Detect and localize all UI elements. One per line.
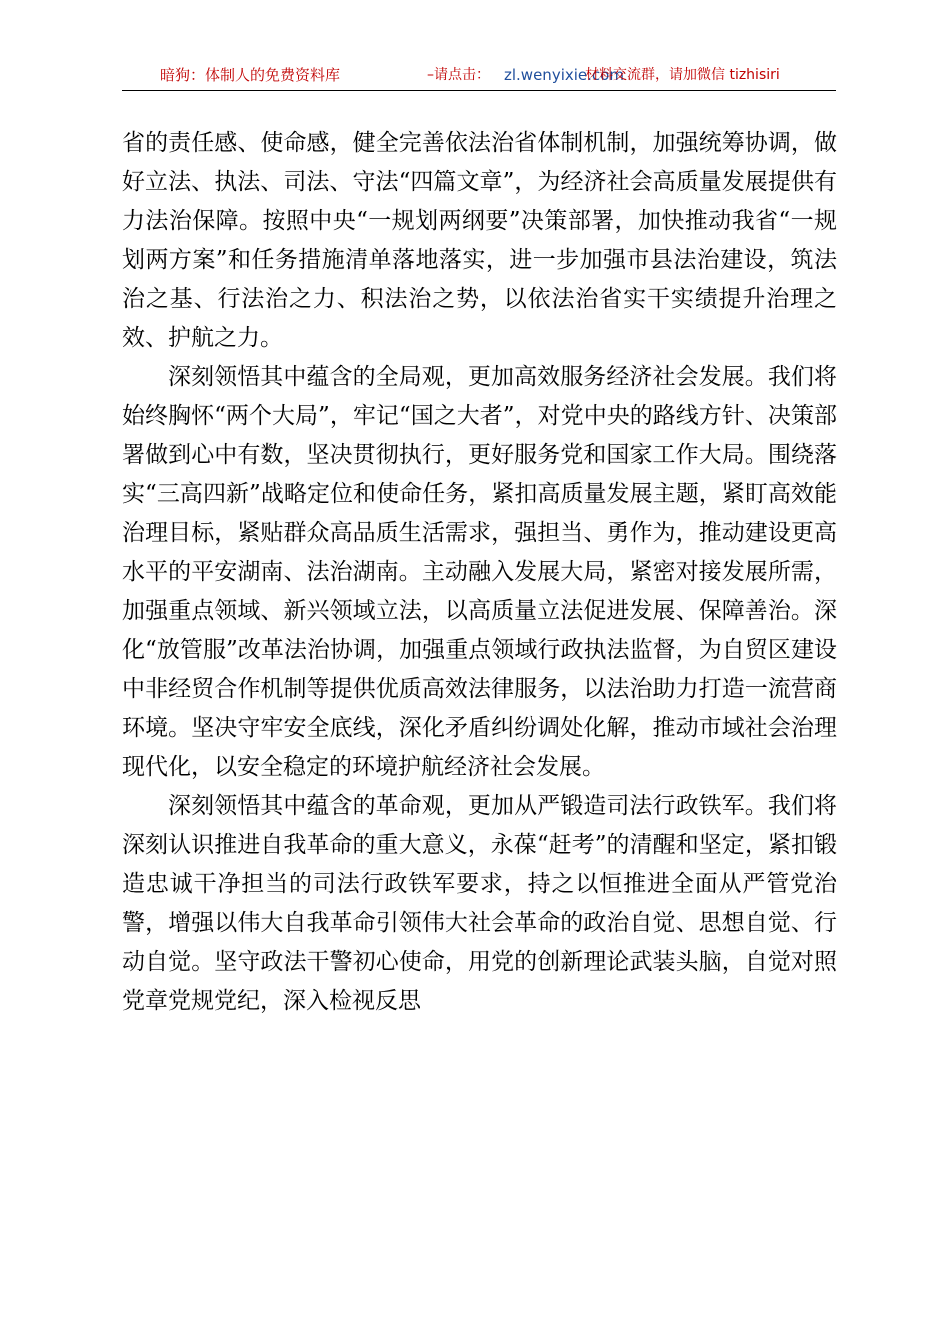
page-header (122, 66, 836, 91)
header-prompt: –请点击： (427, 67, 490, 83)
header-contact: 材料交流群，请加微信 tizhisiri (585, 67, 780, 83)
paragraph-1: 省的责任感、使命感，健全完善依法治省体制机制，加强统筹协调，做好立法、执法、司法、守法“四篇文章”，为经济社会高质量发展提供有力法治保障。按照中央“一规划两纲要”决策部署，加快推动我省“一规划两方案”和任务措施清单落地落实，进一步加强市县法治建设，筑法治之基、行法治之力、积法治之势，以依法治省实干实绩提升治理之效、护航之力。 (122, 130, 837, 351)
header-url-link[interactable]: zl.wenyixie.com (504, 66, 624, 84)
paragraph-3: 深刻领悟其中蕴含的革命观，更加从严锻造司法行政铁军。我们将深刻认识推进自我革命的重大意义，永葆“赶考”的清醒和坚定，紧扣锻造忠诚干净担当的司法行政铁军要求，持之以恒推进全面从严管党治警，增强以伟大自我革命引领伟大社会革命的政治自觉、思想自觉、行动自觉。坚守政法干警初心使命，用党的创新理论武装头脑，自觉对照党章党规党纪，深入检视反思 (122, 793, 837, 1014)
header-brand: 暗狗：体制人的免费资料库 (160, 66, 341, 84)
document-body (122, 124, 837, 1021)
paragraph-2: 深刻领悟其中蕴含的全局观，更加高效服务经济社会发展。我们将始终胸怀“两个大局”，牢记“国之大者”，对党中央的路线方针、决策部署做到心中有数，坚决贯彻执行，更好服务党和国家工作大局。围绕落实“三高四新”战略定位和使命任务，紧扣高质量发展主题，紧盯高效能治理目标，紧贴群众高品质生活需求，强担当、勇作为，推动建设更高水平的平安湖南、法治湖南。主动融入发展大局，紧密对接发展所需，加强重点领域、新兴领域立法，以高质量立法促进发展、保障善治。深化“放管服”改革法治协调，加强重点领域行政执法监督，为自贸区建设中非经贸合作机制等提供优质高效法律服务，以法治助力打造一流营商环境。坚决守牢安全底线，深化矛盾纠纷调处化解，推动市域社会治理现代化，以安全稳定的环境护航经济社会发展。 (122, 364, 837, 780)
